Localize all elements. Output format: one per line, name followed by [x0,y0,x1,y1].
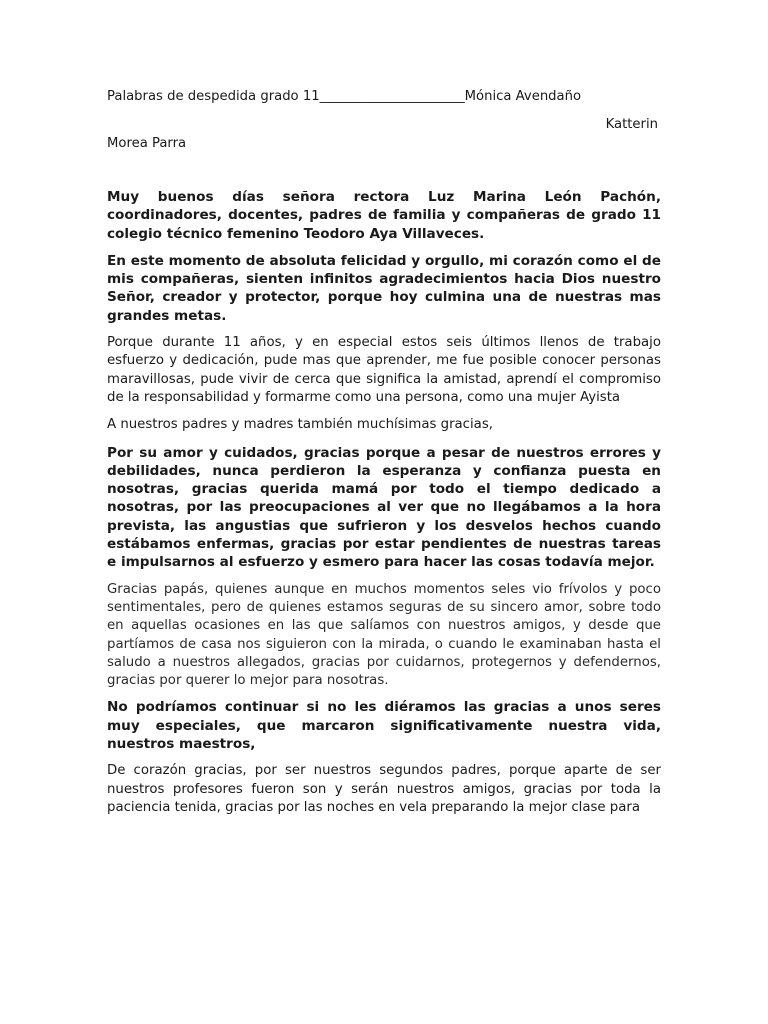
document-body [107,87,661,817]
author-first-name: Katterin [605,117,658,132]
gratitude-god-paragraph: En este momento de absoluta felicidad y orgullo, mi corazón como el de mis compañeras, sienten infinitos agradecimientos hacia Dios nuestro Señor, creador y protector, porque hoy culmina una de nuestras mas grandes metas. [107,252,661,324]
author-last-name: Morea Parra [107,136,187,151]
eleven-years-paragraph: Porque durante 11 años, y en especial estos seis últimos llenos de trabajo esfuerzo y dedicación, pude mas que aprender, me fue posible conocer personas maravillosas, pude vivir de cerca que significa la amistad, aprendí el compromiso de la responsabilidad y formarme como una persona, como una mujer Ayista [107,335,661,405]
fathers-thanks-paragraph: Gracias papás, quienes aunque en muchos momentos seles vio frívolos y poco sentimentales, pero de quienes estamos seguras de su sincero amor, sobre todo en aquellas ocasiones en las que salíamos con nuestros amigos, y desde que partíamos de casa nos siguieron con la mirada, o cuando le examinaban hasta el saludo a nuestros allegados, gracias por cuidarnos, protegernos y defendernos, gracias por querer lo mejor para nosotras. [107,581,661,689]
love-and-care-paragraph: Por su amor y cuidados, gracias porque a pesar de nuestros errores y debilidades, nunca perdieron la esperanza y confianza puesta en nosotras, gracias querida mamá por todo el tiempo dedicado a nosotras, por las preocupaciones al ver que no llegábamos a la hora prevista, las angustias que sufrieron y los desvelos hechos cuando estábamos enfermas, gracias por estar pendientes de nuestras tareas e impulsarnos al esfuerzo y esmero para hacer las cosas todavía mejor. [107,444,661,571]
document-title-line: Palabras de despedida grado 11______________________Mónica Avendaño [107,89,582,104]
greeting-paragraph: Muy buenos días señora rectora Luz Marina León Pachón, coordinadores, docentes, padres de familia y compañeras de grado 11 colegio técnico femenino Teodoro Aya Villaveces. [107,189,661,242]
parents-thanks-paragraph: A nuestros padres y madres también muchísimas gracias, [107,417,493,433]
teachers-thanks-paragraph: De corazón gracias, por ser nuestros segundos padres, porque aparte de ser nuestros profesores fueron son y serán nuestros amigos, gracias por toda la paciencia tenida, gracias por las noches en vela preparando la mejor clase para [107,763,661,815]
teachers-intro-paragraph: No podríamos continuar si no les diéramos las gracias a unos seres muy especiales, que marcaron significativamente nuestra vida, nuestros maestros, [107,699,661,753]
